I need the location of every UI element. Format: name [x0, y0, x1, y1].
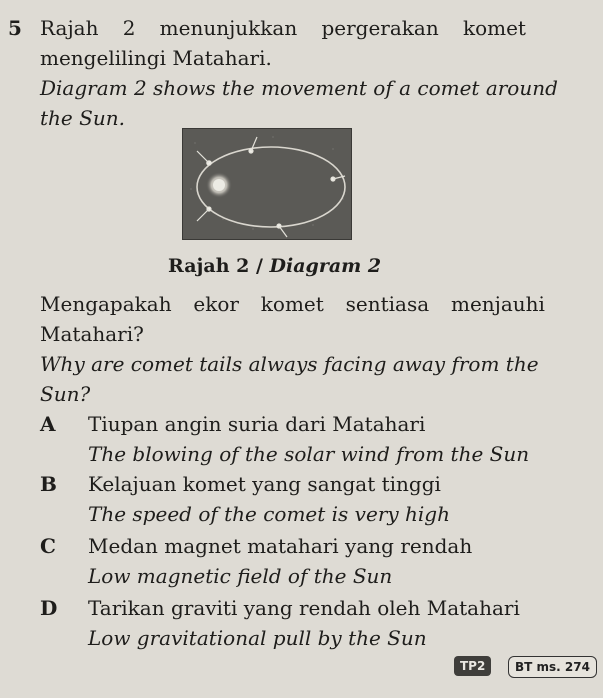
stem-word: komet — [462, 16, 526, 40]
prompt-word: komet — [260, 292, 324, 316]
comet-orbit-illustration — [183, 129, 351, 239]
option-d-letter[interactable]: D — [40, 596, 58, 620]
option-a-english[interactable]: The blowing of the solar wind from the Sun — [88, 442, 530, 466]
option-b-english[interactable]: The speed of the comet is very high — [88, 502, 450, 526]
prompt-word: Mengapakah — [40, 292, 172, 316]
option-c-malay[interactable]: Medan magnet matahari yang rendah — [88, 534, 473, 558]
level-badge: TP2 — [454, 656, 491, 676]
stem-word: 2 — [122, 16, 136, 40]
prompt-word: menjauhi — [450, 292, 545, 316]
option-d-malay[interactable]: Tarikan graviti yang rendah oleh Matahari — [88, 596, 520, 620]
diagram-caption — [168, 255, 381, 277]
option-d-english[interactable]: Low gravitational pull by the Sun — [88, 626, 427, 650]
question-number: 5 — [8, 16, 22, 40]
prompt-word: ekor — [193, 292, 239, 316]
stem-english-line2: the Sun. — [40, 106, 125, 130]
option-a-malay[interactable]: Tiupan angin suria dari Matahari — [88, 412, 426, 436]
option-c-letter[interactable]: C — [40, 534, 56, 558]
reference-badge: BT ms. 274 — [508, 656, 597, 678]
stem-malay-line2: mengelilingi Matahari. — [40, 46, 272, 70]
prompt-word: sentiasa — [345, 292, 430, 316]
prompt-malay-line1 — [40, 292, 545, 316]
stem-word: Rajah — [40, 16, 99, 40]
comet-orbit-diagram — [182, 128, 352, 240]
option-c-english[interactable]: Low magnetic field of the Sun — [88, 564, 393, 588]
prompt-malay-line2: Matahari? — [40, 322, 144, 346]
stem-word: pergerakan — [321, 16, 439, 40]
stem-word: menunjukkan — [159, 16, 298, 40]
caption-malay: Rajah 2 / — [168, 255, 270, 277]
option-b-malay[interactable]: Kelajuan komet yang sangat tinggi — [88, 472, 441, 496]
option-a-letter[interactable]: A — [40, 412, 56, 436]
caption-english: Diagram 2 — [269, 255, 382, 277]
stem-english-line1: Diagram 2 shows the movement of a comet around — [40, 76, 558, 100]
prompt-english-line1: Why are comet tails always facing away from the — [40, 352, 539, 376]
prompt-english-line2: Sun? — [40, 382, 91, 406]
stem-malay-line1 — [40, 16, 526, 40]
option-b-letter[interactable]: B — [40, 472, 57, 496]
